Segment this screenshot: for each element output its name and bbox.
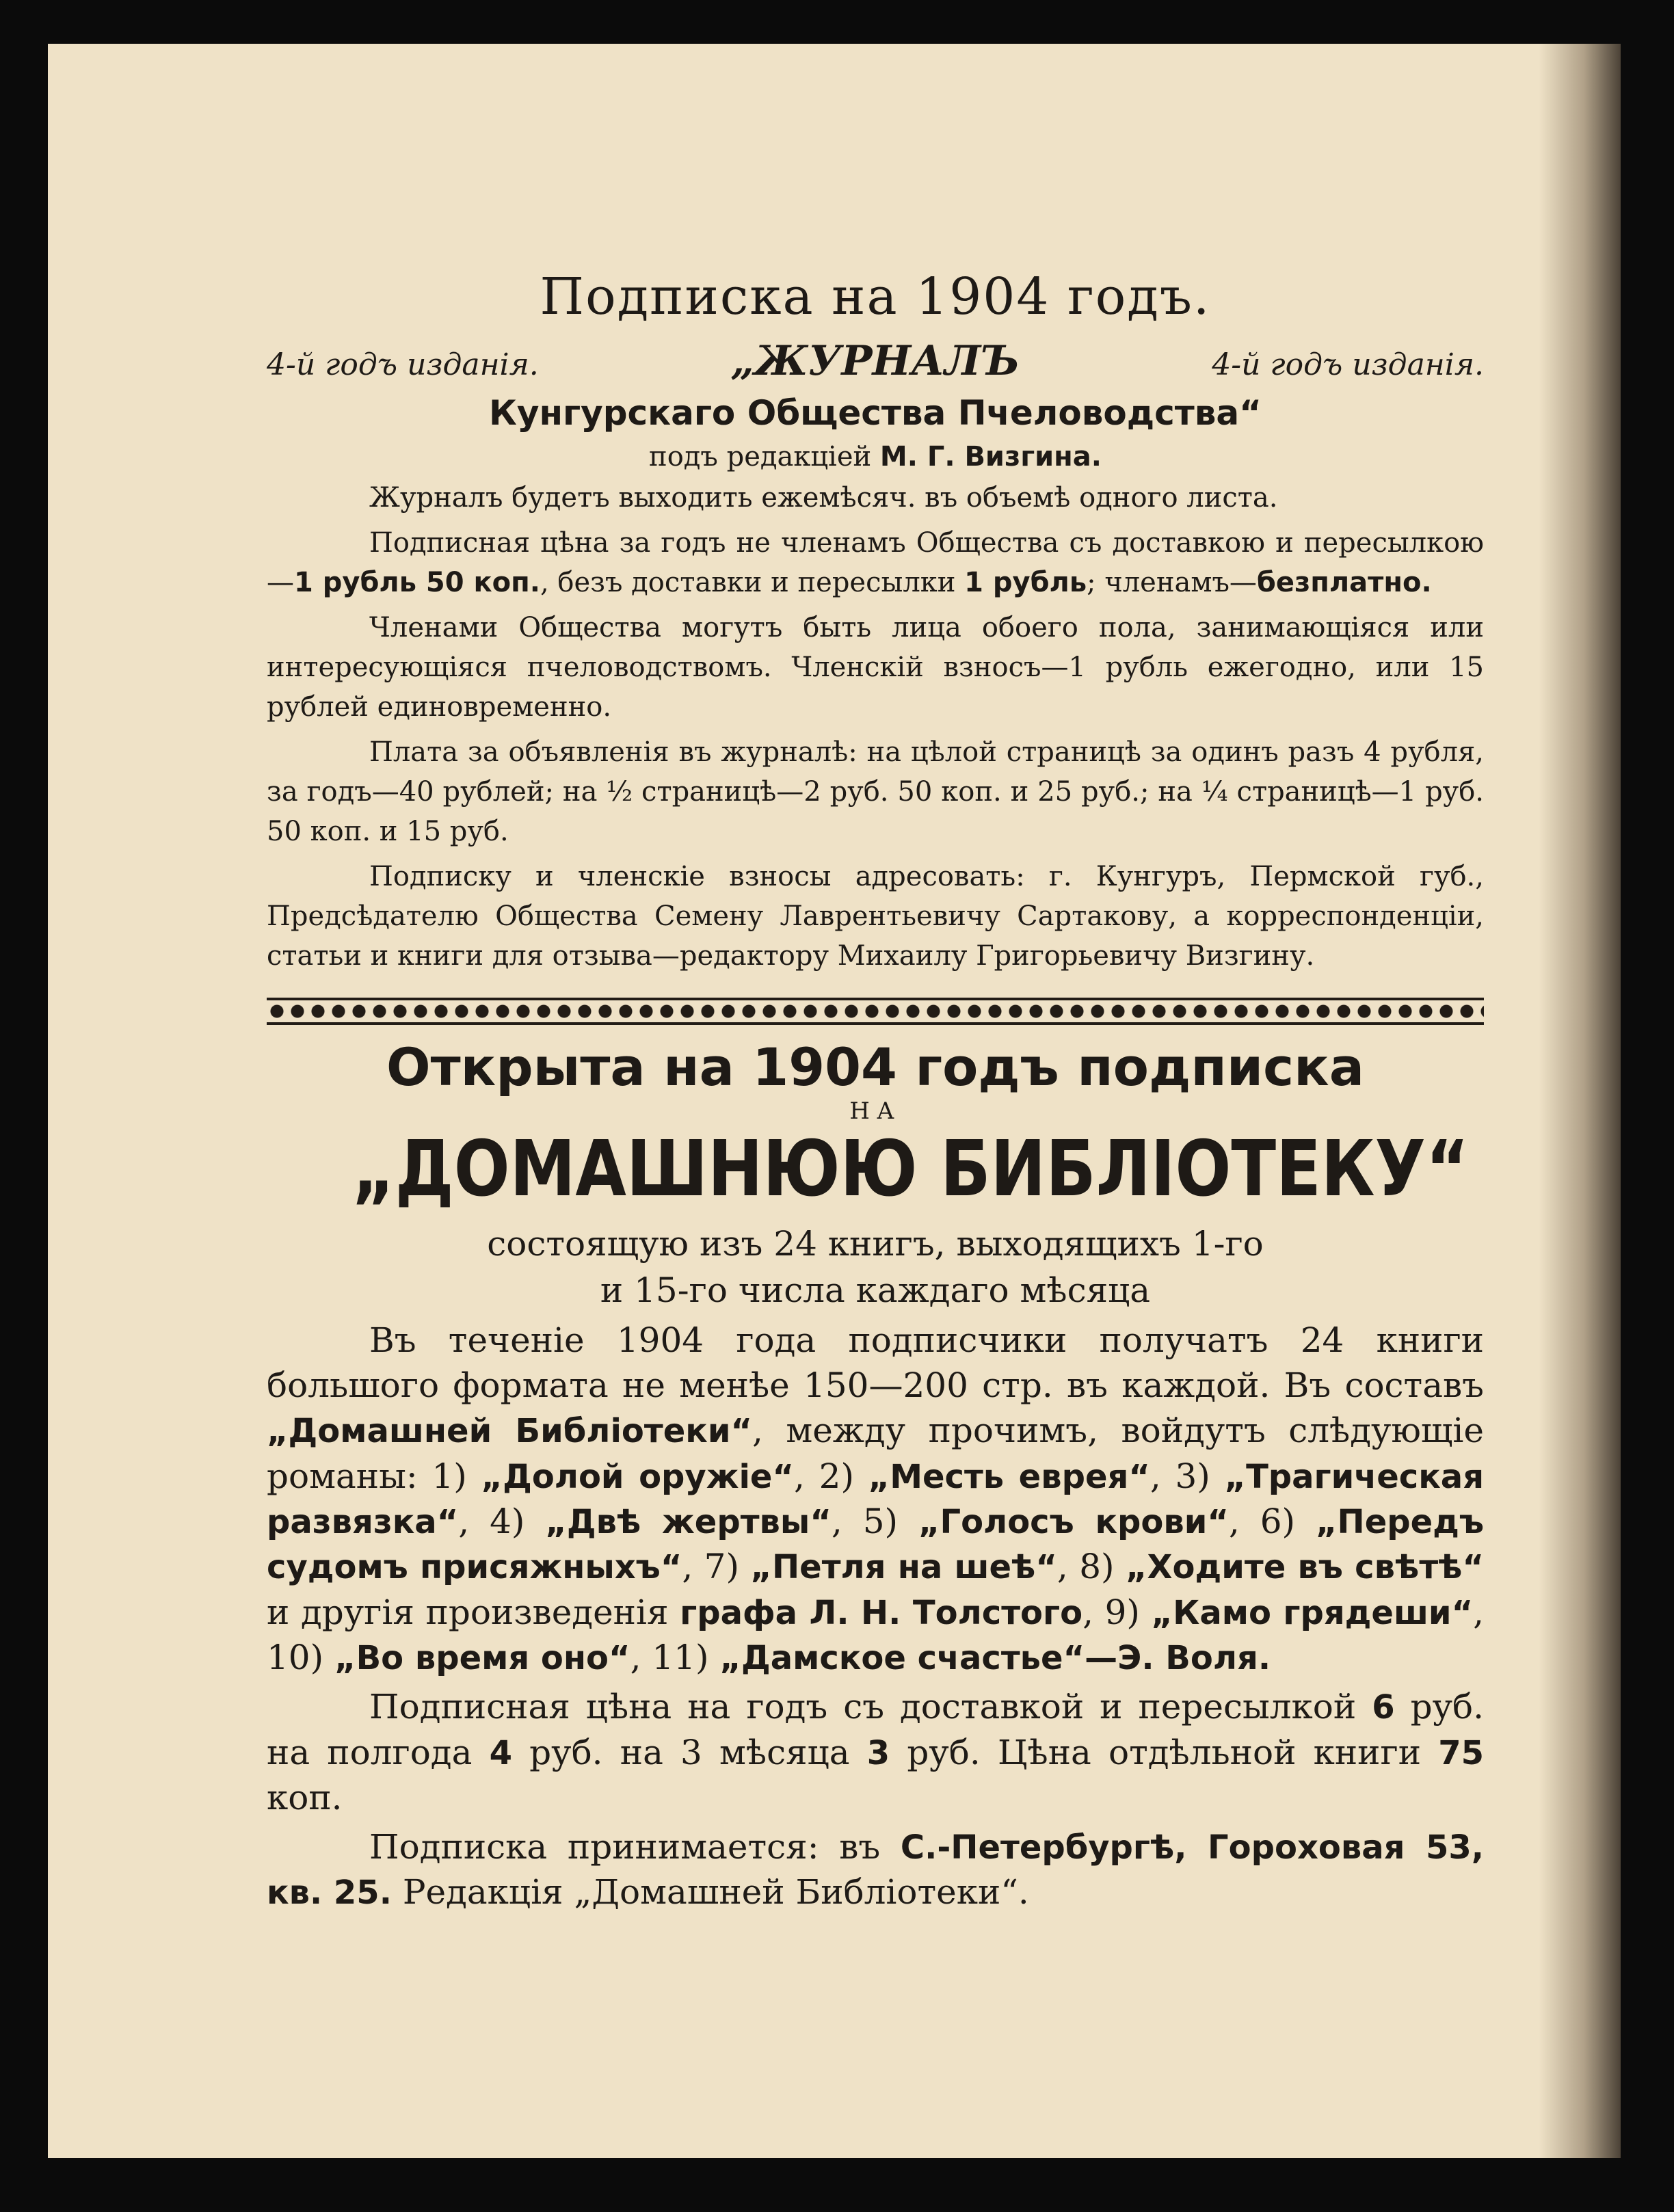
contents-bold: „Ходите въ свѣтѣ“ [1125, 1548, 1485, 1587]
price-bold: 3 [866, 1733, 890, 1772]
library-heading: Открыта на 1904 годъ подписка [386, 1037, 1365, 1098]
contents-bold: графа Л. Н. Толстого [680, 1593, 1083, 1632]
contents-bold: „Петля на шеѣ“ [750, 1548, 1057, 1587]
contents-bold: „Домашней Библіотеки“ [267, 1412, 753, 1451]
library-na: НА [849, 1097, 901, 1125]
edition-right: 4-й годъ изданія. [1212, 347, 1484, 383]
address-text: Подписка принимается: въ [369, 1827, 901, 1867]
contents-bold: „Трагическая развязка“ [267, 1457, 1485, 1541]
contents-bold: „Двѣ жертвы“ [545, 1502, 832, 1541]
price-bold: 6 [1372, 1688, 1395, 1727]
divider-diamonds [267, 1003, 1484, 1020]
contents-text: , 10) [267, 1592, 1485, 1677]
contents-text: , 8) [1057, 1547, 1126, 1587]
price-text: руб. Цѣна отдѣльной книги [890, 1732, 1439, 1772]
contents-text: , 3) [1150, 1456, 1225, 1496]
page [48, 44, 1621, 2158]
contents-bold: „Передъ судомъ присяжныхъ“ [267, 1502, 1485, 1587]
library-advert [267, 1039, 1484, 1915]
contents-bold: „Долой оружіе“ [481, 1457, 795, 1496]
contents-bold: „Во время оно“ [334, 1638, 630, 1677]
divider-line-bottom [267, 1022, 1484, 1025]
contents-text: , 5) [831, 1501, 918, 1541]
contents-bold: „Дамское счастье“—Э. Воля. [719, 1638, 1271, 1677]
contents-text: , 9) [1082, 1592, 1152, 1632]
edition-left: 4-й годъ изданія. [267, 347, 539, 383]
library-subtitle [267, 1221, 1484, 1314]
address-text: Редакція „Домашней Библіотеки“. [391, 1872, 1029, 1913]
contents-text: Въ теченіе 1904 года подписчики получатъ 24 книги большого формата не менѣе 150—200 стр. въ каждой. Въ составъ [267, 1320, 1484, 1406]
society-name: Кунгурскаго Общества Пчеловодства“ [488, 393, 1262, 434]
price-text: ; членамъ— [1087, 567, 1257, 599]
editor-line [267, 441, 1484, 472]
library-address [267, 1824, 1484, 1915]
price-text: , безъ доставки и пересылки [540, 567, 956, 599]
price-text: коп. [267, 1778, 343, 1818]
address-text: Подписку и членскіе взносы адресовать: г. Кунгуръ, Пермской губ., Предсѣдателю Общества Семену Лаврентьевичу Сартакову, а корреспонденціи, статьи и книги для отзыва—редактору Михаилу Григорьевичу Визгину. [267, 861, 1484, 972]
price-bold: 75 [1438, 1733, 1485, 1772]
library-contents [267, 1318, 1484, 1680]
contents-text: , 6) [1228, 1501, 1316, 1541]
divider-line-top [267, 998, 1484, 1000]
price-text: Подписная цѣна за годъ не членамъ Общества съ доставкою и пересылкою— [267, 527, 1484, 599]
content [267, 215, 1484, 1915]
journal-name-row [267, 337, 1484, 385]
price-bold: 1 рубль [964, 567, 1087, 599]
page-edge-shadow [1539, 44, 1621, 2158]
journal-advert [267, 269, 1484, 976]
library-subtitle-line-1: состоящую изъ 24 книгъ, выходящихъ 1-го [487, 1224, 1264, 1264]
price-bold: 1 рубль 50 коп. [294, 567, 540, 599]
editor-name: М. Г. Визгина. [879, 441, 1102, 473]
price-bold: безплатно. [1256, 567, 1432, 599]
price-text: Подписная цѣна на годъ съ доставкой и пересылкой [369, 1687, 1372, 1727]
contents-bold: „Камо грядеши“ [1151, 1593, 1474, 1632]
price-bold: 4 [489, 1733, 512, 1772]
contents-text: , между прочимъ, войдутъ слѣдующіе романы: 1) [267, 1411, 1485, 1496]
journal-price [267, 523, 1484, 602]
address-bold: С.-Петербургѣ, Гороховая 53, кв. 25. [267, 1828, 1484, 1913]
library-name: „ДОМАШНЮЮ БИБЛІОТЕКУ“ [351, 1124, 1470, 1214]
contents-text: , 7) [682, 1547, 751, 1587]
contents-text: , 4) [458, 1501, 546, 1541]
price-text: руб. на полгода [267, 1687, 1484, 1772]
ornamental-divider [267, 996, 1484, 1026]
contents-bold: „Месть еврея“ [868, 1457, 1150, 1496]
journal-frequency: Журналъ будетъ выходить ежемѣсяч. въ объемѣ одного листа. [369, 482, 1278, 514]
journal-name: „ЖУРНАЛЪ [730, 337, 1020, 386]
contents-text: и другія произведенія [267, 1592, 680, 1632]
library-subtitle-line-2: и 15-го числа каждаго мѣсяца [600, 1270, 1151, 1310]
price-text: руб. на 3 мѣсяца [512, 1732, 867, 1772]
journal-title: Подписка на 1904 годъ. [540, 267, 1211, 326]
advert-rates-text: Плата за объявленія въ журналѣ: на цѣлой страницѣ за одинъ разъ 4 рубля, за годъ—40 рублей; на ½ страницѣ—2 руб. 50 коп. и 25 руб.; на ¼ страницѣ—1 руб. 50 коп. и 15 руб. [267, 736, 1484, 848]
membership-text: Членами Общества могутъ быть лица обоего пола, занимающіяся или интересующіяся пчеловодствомъ. Членскій взносъ—1 рубль ежегодно, или 15 рублей единовременно. [267, 612, 1484, 723]
contents-text: , 2) [794, 1456, 868, 1496]
contents-text: , 11) [630, 1637, 720, 1677]
editor-prefix: подъ редакціей [649, 441, 872, 473]
contents-bold: „Голосъ крови“ [918, 1502, 1229, 1541]
library-price [267, 1684, 1484, 1820]
